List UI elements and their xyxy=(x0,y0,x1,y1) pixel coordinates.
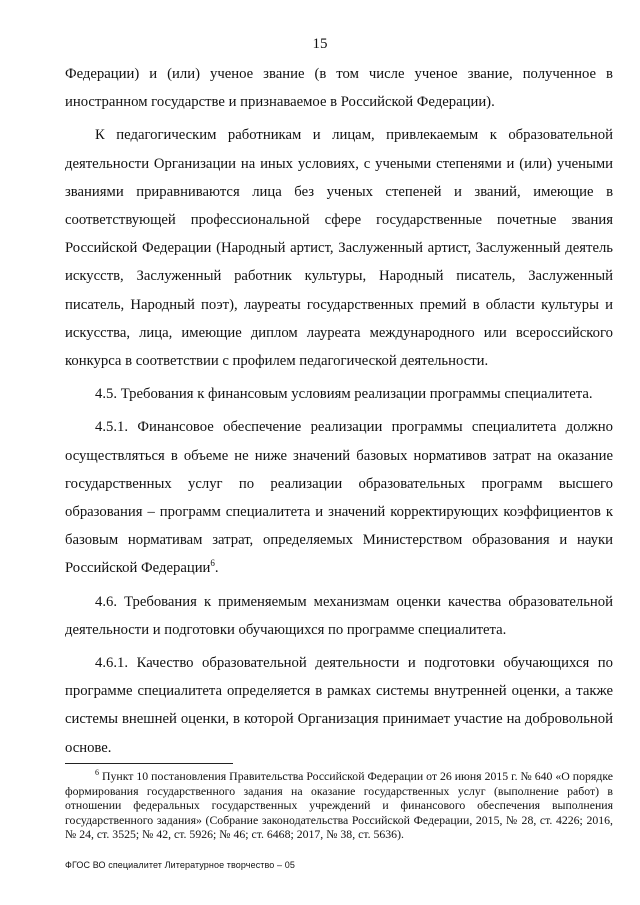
footnote-divider xyxy=(65,763,233,764)
footnote xyxy=(65,769,613,842)
paragraph-4-5: 4.5. Требования к финансовым условиям реализации программы специалитета. xyxy=(95,386,593,403)
footnote-text: Пункт 10 постановления Правительства Российской Федерации от 26 июня 2015 г. № 640 «О порядке формирования государственного задания на оказание государственных услуг (выполнение работ) в отношении федеральных государственных учреждений и финансового обеспечения выполнения государственного задания» (Собрание законодательства Российской Федерации, 2015, № 28, ст. 4226; 2016, № 24, ст. 3525; № 42, ст. 5926; № 46; ст. 6468; 2017, № 38, ст. 5636). xyxy=(65,769,613,842)
paragraph-pedagogical-staff: К педагогическим работникам и лицам, привлекаемым к образовательной деятельности Организации на иных условиях, с учеными степенями и (или) учеными званиями приравниваются лица без ученых степеней и званий, имеющие в соответствующей профессиональной сфере государственные почетные звания Российской Федерации (Народный артист, Заслуженный артист, Заслуженный деятель искусств, Заслуженный работник культуры, Народный писатель, Заслуженный писатель, Народный поэт), лауреаты государственных премий в области культуры и искусства, лица, имеющие диплом лауреата международного или всероссийского конкурса в соответствии с профилем педагогической деятельности. xyxy=(65,127,613,370)
paragraph-4-5-1-text: 4.5.1. Финансовое обеспечение реализации программы специалитета должно осуществляться в объеме не ниже значений базовых нормативов затрат на оказание государственных услуг по реализации образовательных программ высшего образования – программ специалитета и значений корректирующих коэффициентов к базовым нормативам затрат, определяемых Министерством образования и науки Российской Федерации xyxy=(65,419,613,577)
paragraph-4-6: 4.6. Требования к применяемым механизмам оценки качества образовательной деятельности и подготовки обучающихся по программе специалитета. xyxy=(65,593,613,638)
page-number: 15 xyxy=(312,36,328,52)
page-footer: ФГОС ВО специалитет Литературное творчество – 05 xyxy=(65,860,295,870)
paragraph-4-5-1 xyxy=(65,413,613,582)
paragraph-continuation: Федерации) и (или) ученое звание (в том числе ученое звание, полученное в иностранном государстве и признаваемое в Российской Федерации). xyxy=(65,66,613,111)
footnote-marker: 6 xyxy=(95,768,99,778)
footnote-reference[interactable]: 6 xyxy=(210,558,215,569)
paragraph-4-6-1: 4.6.1. Качество образовательной деятельности и подготовки обучающихся по программе специалитета определяется в рамках системы внутренней оценки, а также системы внешней оценки, в которой Организация принимает участие на добровольной основе. xyxy=(65,655,613,756)
document-body xyxy=(65,60,613,767)
paragraph-4-5-1-period: . xyxy=(214,560,219,577)
